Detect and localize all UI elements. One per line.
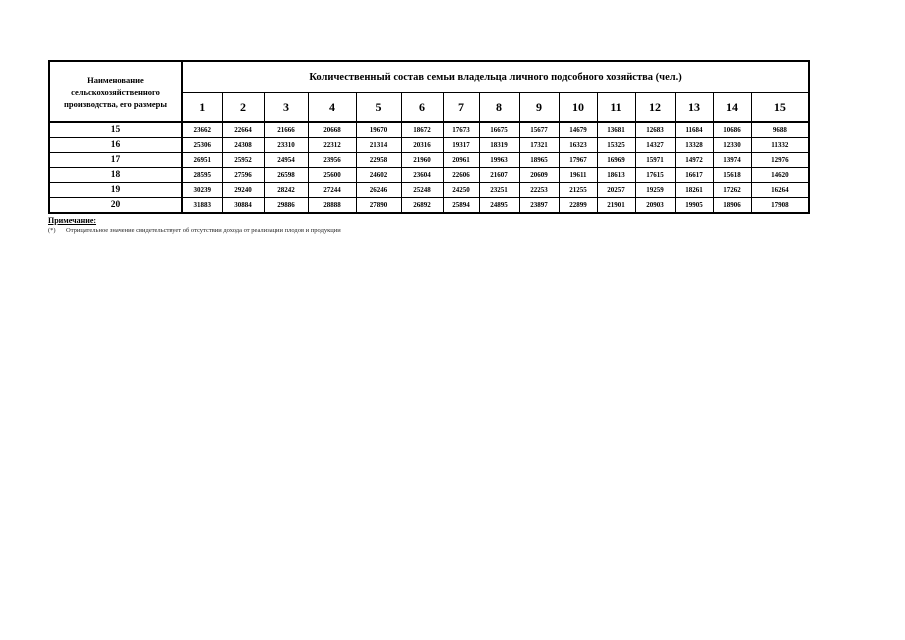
table-cell: 24954 xyxy=(264,153,308,168)
table-cell: 20316 xyxy=(401,138,443,153)
table-cell: 22664 xyxy=(222,122,264,138)
table-cell: 21666 xyxy=(264,122,308,138)
table-row xyxy=(49,168,809,183)
table-cell: 19905 xyxy=(675,198,713,214)
note-text: Отрицательное значение свидетельствует об отсутствии дохода от реализации плодов и продукции xyxy=(66,227,341,234)
table-cell: 28888 xyxy=(308,198,356,214)
column-number-header: 10 xyxy=(559,93,597,123)
table-cell: 24308 xyxy=(222,138,264,153)
table-cell: 14327 xyxy=(635,138,675,153)
table-cell: 19963 xyxy=(479,153,519,168)
table-cell: 21255 xyxy=(559,183,597,198)
table-cell: 11332 xyxy=(751,138,809,153)
table-cell: 17908 xyxy=(751,198,809,214)
column-number-header: 14 xyxy=(713,93,751,123)
table-cell: 24250 xyxy=(443,183,479,198)
note-mark: (*) xyxy=(48,227,56,234)
table-cell: 22958 xyxy=(356,153,401,168)
table-cell: 17262 xyxy=(713,183,751,198)
table-cell: 14972 xyxy=(675,153,713,168)
table-cell: 26892 xyxy=(401,198,443,214)
table-cell: 23604 xyxy=(401,168,443,183)
table-cell: 30884 xyxy=(222,198,264,214)
table-cell: 12683 xyxy=(635,122,675,138)
table-cell: 19611 xyxy=(559,168,597,183)
table-cell: 25600 xyxy=(308,168,356,183)
table-cell: 17321 xyxy=(519,138,559,153)
table-cell: 19670 xyxy=(356,122,401,138)
table-cell: 24895 xyxy=(479,198,519,214)
table-cell: 17615 xyxy=(635,168,675,183)
table-cell: 22312 xyxy=(308,138,356,153)
table-cell: 19317 xyxy=(443,138,479,153)
column-number-header: 7 xyxy=(443,93,479,123)
row-label: 20 xyxy=(49,198,182,214)
table-cell: 25248 xyxy=(401,183,443,198)
column-number-header: 2 xyxy=(222,93,264,123)
column-number-header: 3 xyxy=(264,93,308,123)
table-cell: 23897 xyxy=(519,198,559,214)
table-cell: 16969 xyxy=(597,153,635,168)
table-cell: 27244 xyxy=(308,183,356,198)
table-cell: 22899 xyxy=(559,198,597,214)
table-cell: 18319 xyxy=(479,138,519,153)
table-cell: 21901 xyxy=(597,198,635,214)
table-cell: 16675 xyxy=(479,122,519,138)
table-cell: 14679 xyxy=(559,122,597,138)
table-cell: 13974 xyxy=(713,153,751,168)
table-cell: 31883 xyxy=(182,198,222,214)
column-number-header: 6 xyxy=(401,93,443,123)
table-cell: 26951 xyxy=(182,153,222,168)
table-cell: 12330 xyxy=(713,138,751,153)
note-line xyxy=(48,226,808,235)
row-label: 15 xyxy=(49,122,182,138)
table-cell: 29886 xyxy=(264,198,308,214)
table-cell: 15677 xyxy=(519,122,559,138)
table-cell: 23310 xyxy=(264,138,308,153)
column-number-header: 5 xyxy=(356,93,401,123)
table-cell: 21607 xyxy=(479,168,519,183)
table-row xyxy=(49,198,809,214)
table-cell: 16617 xyxy=(675,168,713,183)
table-cell: 17673 xyxy=(443,122,479,138)
table-cell: 21960 xyxy=(401,153,443,168)
table-cell: 15618 xyxy=(713,168,751,183)
table-cell: 25952 xyxy=(222,153,264,168)
row-label: 17 xyxy=(49,153,182,168)
table-cell: 30239 xyxy=(182,183,222,198)
table-cell: 24602 xyxy=(356,168,401,183)
name-column-header: Наименование сельскохозяйственного производства, его размеры xyxy=(49,61,182,122)
row-label: 18 xyxy=(49,168,182,183)
table-cell: 23251 xyxy=(479,183,519,198)
table-row xyxy=(49,138,809,153)
column-number-header: 1 xyxy=(182,93,222,123)
table-cell: 27890 xyxy=(356,198,401,214)
table-cell: 26246 xyxy=(356,183,401,198)
table-cell: 13328 xyxy=(675,138,713,153)
table-cell: 20903 xyxy=(635,198,675,214)
note-title: Примечание: xyxy=(48,216,97,225)
table-cell: 9688 xyxy=(751,122,809,138)
income-table xyxy=(48,60,810,214)
column-number-header: 15 xyxy=(751,93,809,123)
table-cell: 25306 xyxy=(182,138,222,153)
table-cell: 13681 xyxy=(597,122,635,138)
table-row xyxy=(49,183,809,198)
table-cell: 28595 xyxy=(182,168,222,183)
document-sheet xyxy=(48,60,808,235)
table-cell: 17967 xyxy=(559,153,597,168)
table-cell: 23956 xyxy=(308,153,356,168)
row-label: 19 xyxy=(49,183,182,198)
table-row xyxy=(49,122,809,138)
group-column-header: Количественный состав семьи владельца личного подсобного хозяйства (чел.) xyxy=(182,61,809,93)
table-cell: 23662 xyxy=(182,122,222,138)
table-row xyxy=(49,153,809,168)
table-cell: 10686 xyxy=(713,122,751,138)
table-cell: 28242 xyxy=(264,183,308,198)
table-cell: 12976 xyxy=(751,153,809,168)
table-cell: 15325 xyxy=(597,138,635,153)
table-cell: 25894 xyxy=(443,198,479,214)
table-cell: 20609 xyxy=(519,168,559,183)
column-number-header: 12 xyxy=(635,93,675,123)
table-cell: 14620 xyxy=(751,168,809,183)
table-cell: 19259 xyxy=(635,183,675,198)
table-cell: 22253 xyxy=(519,183,559,198)
table-cell: 20257 xyxy=(597,183,635,198)
table-cell: 18613 xyxy=(597,168,635,183)
table-cell: 21314 xyxy=(356,138,401,153)
row-label: 16 xyxy=(49,138,182,153)
table-cell: 18672 xyxy=(401,122,443,138)
column-number-header: 8 xyxy=(479,93,519,123)
table-cell: 27596 xyxy=(222,168,264,183)
table-cell: 26598 xyxy=(264,168,308,183)
table-cell: 16323 xyxy=(559,138,597,153)
table-cell: 15971 xyxy=(635,153,675,168)
table-cell: 18906 xyxy=(713,198,751,214)
column-number-header: 4 xyxy=(308,93,356,123)
table-cell: 29240 xyxy=(222,183,264,198)
table-cell: 22606 xyxy=(443,168,479,183)
table-cell: 18965 xyxy=(519,153,559,168)
column-number-header: 11 xyxy=(597,93,635,123)
table-body xyxy=(49,122,809,213)
table-cell: 20668 xyxy=(308,122,356,138)
table-cell: 20961 xyxy=(443,153,479,168)
column-number-header: 9 xyxy=(519,93,559,123)
table-cell: 18261 xyxy=(675,183,713,198)
column-number-header: 13 xyxy=(675,93,713,123)
table-cell: 16264 xyxy=(751,183,809,198)
table-cell: 11684 xyxy=(675,122,713,138)
